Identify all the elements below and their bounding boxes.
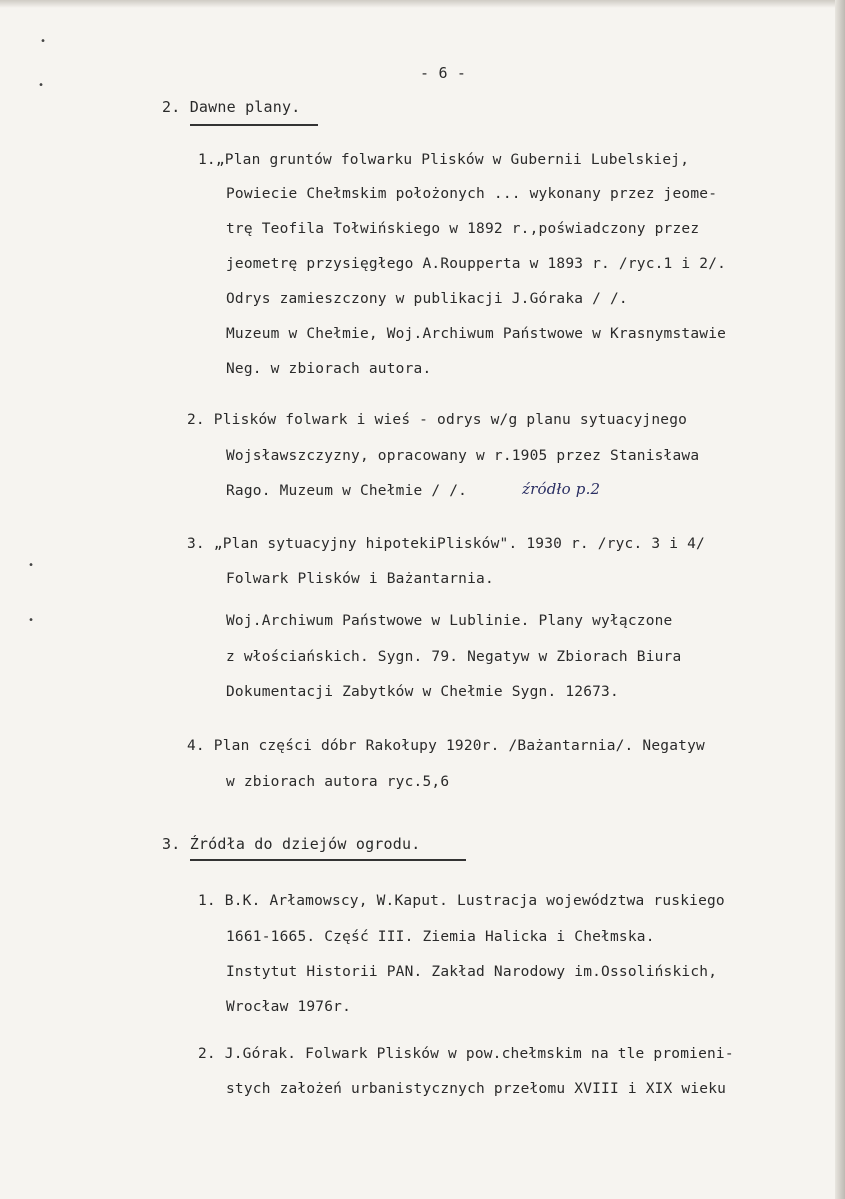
text-line: 3. „Plan sytuacyjny hipotekiPlisków". 1930 r. /ryc. 3 i 4/	[187, 536, 705, 552]
text-line: stych założeń urbanistycznych przełomu XVIII i XIX wieku	[226, 1081, 727, 1097]
text-line: Woj.Archiwum Państwowe w Lublinie. Plany wyłączone	[226, 613, 673, 629]
text-line: jeometrę przysięgłego A.Roupperta w 1893 r. /ryc.1 i 2/.	[226, 256, 727, 272]
text-line: 1661-1665. Część III. Ziemia Halicka i Chełmska.	[226, 929, 655, 945]
page-top-edge	[0, 0, 845, 8]
text-line: z włościańskich. Sygn. 79. Negatyw w Zbiorach Biura	[226, 649, 682, 665]
text-line: Odrys zamieszczony w publikacji J.Góraka / /.	[226, 291, 628, 307]
page-number: - 6 -	[420, 64, 467, 82]
text-line: 1.„Plan gruntów folwarku Plisków w Gubernii Lubelskiej,	[198, 152, 690, 168]
text-line: 2. Plisków folwark i wieś - odrys w/g planu sytuacyjnego	[187, 412, 688, 428]
text-line: trę Teofila Tołwińskiego w 1892 r.,poświadczony przez	[226, 221, 700, 237]
text-line: Wrocław 1976r.	[226, 999, 352, 1015]
margin-mark-dot: •	[40, 36, 47, 47]
text-line: Neg. w zbiorach autora.	[226, 361, 432, 377]
margin-mark-dot: •	[38, 80, 45, 91]
text-line: Powiecie Chełmskim położonych ... wykonany przez jeome-	[226, 186, 718, 202]
text-line: Rago. Muzeum w Chełmie / /.	[226, 483, 468, 499]
page-right-edge	[835, 0, 845, 1199]
text-line: Instytut Historii PAN. Zakład Narodowy im.Ossolińskich,	[226, 964, 718, 980]
section-heading-dawne-plany: 2. Dawne plany.	[162, 98, 301, 116]
heading-underline	[190, 124, 318, 126]
margin-mark-dot: •	[28, 615, 35, 626]
text-line: 2. J.Górak. Folwark Plisków w pow.chełmskim na tle promieni-	[198, 1046, 734, 1062]
margin-mark-dot: •	[28, 560, 35, 571]
heading-underline	[190, 859, 466, 861]
text-line: Muzeum w Chełmie, Woj.Archiwum Państwowe w Krasnymstawie	[226, 326, 727, 342]
text-line: 1. B.K. Arłamowscy, W.Kaput. Lustracja województwa ruskiego	[198, 893, 725, 909]
text-line: Folwark Plisków i Bażantarnia.	[226, 571, 494, 587]
handwritten-annotation: źródło p.2	[522, 480, 601, 498]
section-heading-zrodla: 3. Źródła do dziejów ogrodu.	[162, 835, 421, 853]
text-line: Wojsławszczyzny, opracowany w r.1905 przez Stanisława	[226, 448, 700, 464]
text-line: Dokumentacji Zabytków w Chełmie Sygn. 12673.	[226, 684, 619, 700]
text-line: 4. Plan części dóbr Rakołupy 1920r. /Bażantarnia/. Negatyw	[187, 738, 705, 754]
text-line: w zbiorach autora ryc.5,6	[226, 774, 450, 790]
